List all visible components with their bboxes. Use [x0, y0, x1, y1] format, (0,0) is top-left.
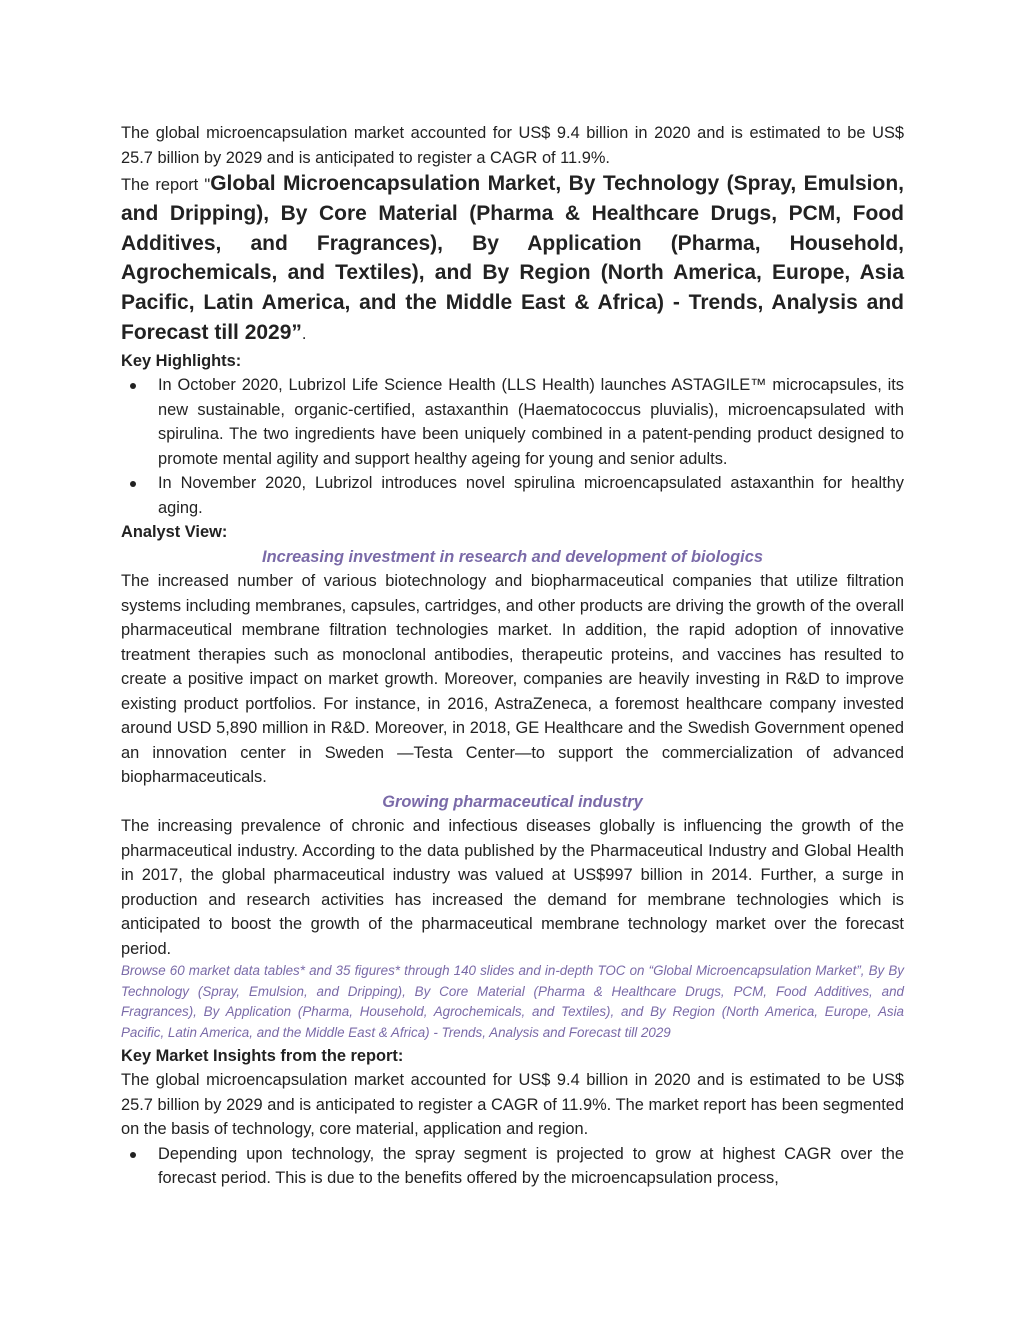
analyst-view-heading: Analyst View:: [121, 523, 228, 542]
list-item: [121, 373, 904, 471]
key-insights-heading: Key Market Insights from the report:: [121, 1046, 404, 1065]
bullet-icon: [130, 481, 136, 487]
list-item: [121, 1142, 904, 1191]
report-trail: .: [301, 324, 307, 343]
key-highlights-heading: Key Highlights:: [121, 351, 242, 370]
section-title-biologics: Increasing investment in research and development of biologics: [262, 547, 763, 566]
intro-paragraph: The global microencapsulation market accounted for US$ 9.4 billion in 2020 and is estimated to be US$ 25.7 billion by 2029 and is anticipated to register a CAGR of 11.9%.: [121, 124, 904, 167]
report-title: Global Microencapsulation Market, By Technology (Spray, Emulsion, and Dripping), By Core Material (Pharma & Healthcare Drugs, PCM, Food Additives, and Fragrances), By Application (Pharma, Household, Agrochemicals, and Textiles), and By Region (North America, Europe, Asia Pacific, Latin America, and the Middle East & Africa) - Trends, Analysis and Forecast till 2029”: [121, 172, 904, 344]
key-highlights-list: [121, 373, 904, 520]
list-item: [121, 471, 904, 520]
list-item-text: In November 2020, Lubrizol introduces novel spirulina microencapsulated astaxanthin for healthy aging.: [158, 474, 904, 517]
section-body-pharma-industry: The increasing prevalence of chronic and infectious diseases globally is influencing the growth of the pharmaceutical industry. According to the data published by the Pharmaceutical Industry and Global Health in 2017, the global pharmaceutical industry was valued at US$997 billion in 2014. Further, a surge in production and research activities has increased the demand for membrane technologies which is anticipated to boost the growth of the pharmaceutical membrane technology market over the forecast period.: [121, 817, 904, 958]
key-insights-body: The global microencapsulation market accounted for US$ 9.4 billion in 2020 and is estimated to be US$ 25.7 billion by 2029 and is anticipated to register a CAGR of 11.9%. The market report has been segmented on the basis of technology, core material, application and region.: [121, 1071, 904, 1139]
list-item-text: Depending upon technology, the spray segment is projected to grow at highest CAGR over the forecast period. This is due to the benefits offered by the microencapsulation process,: [158, 1144, 904, 1188]
bullet-icon: [130, 383, 136, 389]
browse-note: Browse 60 market data tables* and 35 figures* through 140 slides and in-depth TOC on “Global Microencapsulation Market”, By By Technology (Spray, Emulsion, and Dripping), By Core Material (Pharma & Healthcare Drugs, PCM, Food Additives, and Fragrances), By Application (Pharma, Household, Agrochemicals, and Textiles), and By Region (North America, Europe, Asia Pacific, Latin America, and the Middle East & Africa) - Trends, Analysis and Forecast till 2029: [121, 963, 904, 1040]
section-title-pharma-industry: Growing pharmaceutical industry: [382, 792, 643, 811]
section-body-biologics: The increased number of various biotechnology and biopharmaceutical companies that utilize filtration systems including membranes, capsules, cartridges, and other products are driving the growth of the overall pharmaceutical membrane filtration technologies market. In addition, the rapid adoption of innovative treatment therapies such as monoclonal antibodies, therapeutic proteins, and vaccines has resulted to create a positive impact on market growth. Moreover, companies are heavily investing in R&D to improve existing product portfolios. For instance, in 2016, AstraZeneca, a foremost healthcare company invested around USD 5,890 million in R&D. Moreover, in 2018, GE Healthcare and the Swedish Government opened an innovation center in Sweden —Testa Center—to support the commercialization of advanced biopharmaceuticals.: [121, 572, 904, 787]
document-page: [121, 121, 904, 1191]
list-item-text: In October 2020, Lubrizol Life Science Health (LLS Health) launches ASTAGILE™ microcapsules, its new sustainable, organic-certified, astaxanthin (Haematococcus pluvialis), microencapsulated with spirulina. The two ingredients have been uniquely combined in a patent-pending product designed to promote mental agility and support healthy ageing for young and senior adults.: [158, 376, 904, 468]
key-insights-list: [121, 1142, 904, 1191]
report-title-paragraph: [121, 170, 904, 349]
report-lead: The report ": [121, 176, 211, 194]
bullet-icon: [130, 1152, 136, 1158]
